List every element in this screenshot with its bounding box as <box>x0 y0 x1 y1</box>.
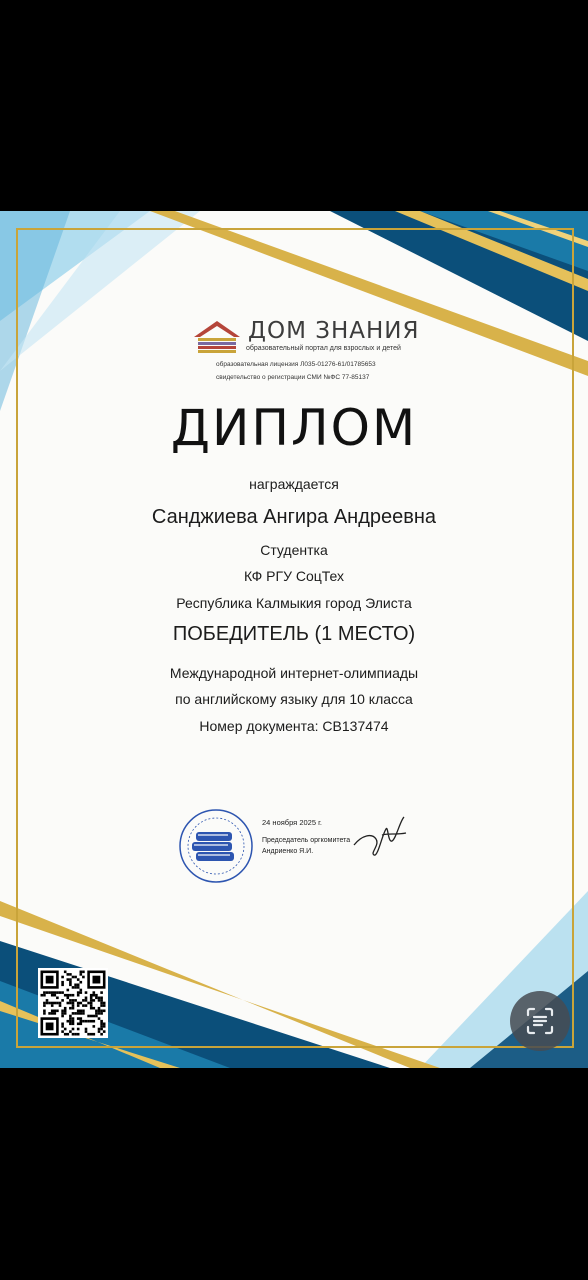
recipient-name: Санджиева Ангира Андреевна <box>151 506 437 528</box>
recipient-region: Республика Калмыкия город Элиста <box>176 595 412 611</box>
license-text: образовательная лицензия Л035-01276-61/01785653 <box>216 361 376 368</box>
award-place: ПОБЕДИТЕЛЬ (1 МЕСТО) <box>172 623 416 645</box>
awarded-label: награждается <box>249 476 339 492</box>
recipient-organization: КФ РГУ СоцТех <box>243 568 345 584</box>
chair-title: Председатель оргкомитета <box>262 837 351 844</box>
diploma-document <box>0 211 588 1068</box>
house-books-logo-icon <box>194 321 240 355</box>
qr-code <box>38 968 108 1038</box>
diploma-title: ДИПЛОМ <box>170 399 418 457</box>
issue-date: 24 ноября 2025 г. <box>262 818 322 827</box>
brand-tagline: образовательный портал для взрослых и детей <box>246 345 401 352</box>
document-number: Номер документа: СВ137474 <box>199 718 389 734</box>
certificate-text: свидетельство о регистрации СМИ №ФС 77-85137 <box>216 374 370 381</box>
recipient-role: Студентка <box>260 542 328 558</box>
books-stamp-icon <box>178 808 254 884</box>
text-scan-button[interactable] <box>510 991 570 1051</box>
signature-icon <box>352 815 408 861</box>
text-scan-icon <box>525 1006 555 1036</box>
event-line-1: Международной интернет-олимпиады <box>169 665 419 681</box>
event-line-2: по английскому языку для 10 класса <box>175 691 413 707</box>
brand-name: ДОМ ЗНАНИЯ <box>248 318 420 344</box>
chair-name: Андриенко Я.И. <box>262 848 314 855</box>
